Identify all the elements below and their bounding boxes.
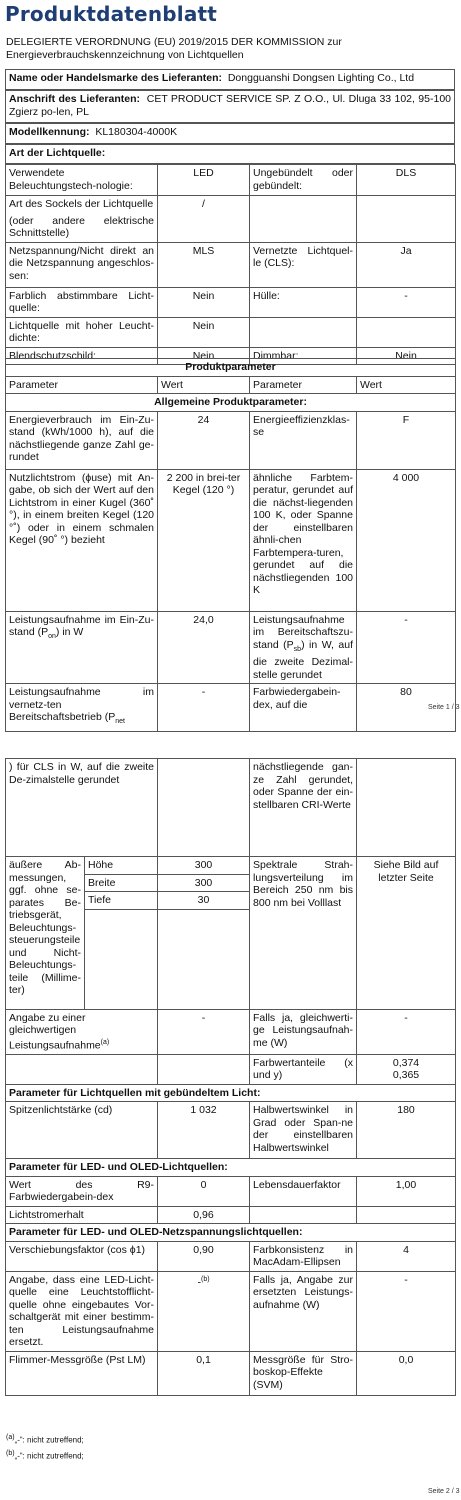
regulation-line-1: DELEGIERTE VERORDNUNG (EU) 2019/2015 DER KOMMISSION zur [6, 36, 342, 48]
colour-temperature-label: ähnliche Farbtem-peratur, gerundet auf die nächst-liegenden 100 K, oder Spanne der einstellbaren ähnli-chen Farbtempera-turen, gerundet auf die nächstliegenden 100 K [250, 469, 357, 611]
colour-consistency-label: Farbkonsistenz in MacAdam-Ellipsen [250, 1241, 357, 1271]
spectral-distribution-value: Siehe Bild auf letzter Seite [357, 857, 456, 1010]
flicker-value: 0,1 [158, 1351, 250, 1395]
on-mode-power-label: Leistungsaufnahme im Ein-Zu-stand $(P_{on})$ in W [6, 611, 158, 684]
table-row [6, 1009, 456, 1054]
table-row [6, 287, 456, 317]
table-row [6, 1351, 456, 1395]
table-row [6, 1159, 456, 1177]
empty-cell [158, 1054, 250, 1084]
lumen-maintenance-value: 0,96 [158, 1206, 250, 1224]
dimmable-value: Nein [357, 347, 456, 365]
colour-consistency-value: 4 [357, 1241, 456, 1271]
tunable-label: Farblich abstimmbare Licht-quelle: [6, 287, 158, 317]
table-row [6, 1271, 456, 1351]
energy-class-label: Energieeffizienzklas-se [250, 411, 357, 469]
directional-label: Ungebündelt oder gebündelt: [250, 165, 357, 196]
light-source-type-table [5, 164, 456, 365]
networked-standby-power-label: Leistungsaufnahme im vernetz-ten Bereitschaftsbetrieb ($P_{net}$ [6, 684, 158, 732]
energy-consumption-label: Energieverbrauch im Ein-Zu-stand (kWh/1000 h), auf die nächstliegende ganze Zahl ge-rundet [6, 411, 158, 469]
supplier-name-label: Name oder Handelsmarke des Lieferanten: [9, 72, 222, 84]
socket-label [6, 196, 158, 243]
page-title: Produktdatenblatt [5, 2, 218, 26]
survival-factor-value: 1,00 [357, 1176, 456, 1206]
table-row [6, 394, 456, 412]
table-row [6, 1224, 456, 1242]
regulation-line-2: Energieverbrauchskennzeichnung von Lichtquellen [6, 49, 244, 61]
chromaticity-y: 0,365 [392, 1069, 420, 1081]
footnote-a: $^{(a)}$„-“: nicht zutreffend; [6, 1434, 84, 1445]
column-header-parameter: Parameter [250, 376, 357, 394]
cri-value: 80 [357, 684, 456, 732]
retrofit-power-value: - [357, 1271, 456, 1351]
table-header-row [6, 376, 456, 394]
dimension-height-label: Höhe [85, 857, 158, 875]
page-number: Seite 1 / 3 [428, 704, 460, 711]
table-row [6, 1241, 456, 1271]
equivalent-power-claim-label: Angabe zu einer gleichwertigen Leistungsaufnahme$^{(a)}$ [6, 1009, 158, 1054]
high-luminance-value: Nein [158, 317, 250, 347]
table-row [6, 469, 456, 611]
equivalent-power-value: - [357, 1009, 456, 1054]
table-row [6, 1102, 456, 1159]
empty-cell [357, 1206, 456, 1224]
retrofit-power-label: Falls ja, Angabe zur ersetzten Leistungs-aufnahme (W) [250, 1271, 357, 1351]
cri-label-continued: nächstliegende gan-ze Zahl gerundet, oder Spanne der ein-stellbaren CRI-Werte [250, 759, 357, 857]
empty-cell [6, 1054, 158, 1084]
standby-power-label: Leistungsaufnahme im Bereitschaftszu-stand $(P_{sb})$ in W, auf die zweite Dezimal-stelle gerundet [250, 611, 357, 684]
table-row [6, 1054, 456, 1084]
peak-intensity-value: 1 032 [158, 1102, 250, 1159]
socket-label-line-1: Art des Sockels der Lichtquelle [9, 198, 154, 210]
page-1 [0, 0, 461, 726]
anti-glare-label: Blendschutzschild: [6, 347, 158, 365]
model-box [5, 123, 455, 144]
dimension-width-value: 300 [158, 874, 250, 892]
supplier-name-box [5, 69, 455, 90]
peak-intensity-label: Spitzenlichtstärke (cd) [6, 1102, 158, 1159]
colour-temperature-value: 4 000 [357, 469, 456, 611]
networked-standby-power-label-continued: ) für CLS in W, auf die zweite De-zimalstelle gerundet [6, 759, 158, 857]
dimmable-label: Dimmbar: [250, 347, 357, 365]
table-row [6, 411, 456, 469]
beam-angle-value: 180 [357, 1102, 456, 1159]
table-row [6, 359, 456, 377]
cls-value: Ja [357, 242, 456, 287]
page-2 [0, 754, 461, 1500]
general-parameters-heading: Allgemeine Produktparameter: [6, 394, 456, 412]
model-label: Modellkennung: [9, 126, 90, 138]
empty-cell [357, 317, 456, 347]
table-row [6, 317, 456, 347]
lumen-maintenance-label: Lichtstromerhalt [6, 1206, 158, 1224]
empty-cell [85, 909, 158, 1009]
socket-value: / [158, 196, 250, 243]
energy-consumption-value: 24 [158, 411, 250, 469]
power-factor-value: 0,90 [158, 1241, 250, 1271]
directional-value: DLS [357, 165, 456, 196]
retrofit-claim-value: -$^{(b)}$ [158, 1271, 250, 1351]
dimension-depth-value: 30 [158, 892, 250, 910]
supplier-address-label: Anschrift des Lieferanten: [9, 93, 141, 105]
table-row [6, 196, 456, 243]
product-parameters-table-continued [5, 758, 456, 1396]
luminous-flux-label: Nutzlichtstrom (ϕuse) mit An-gabe, ob sich der Wert auf den Lichtstrom in einer Kugel (360˚ °), in einem breiten Kegel (120 °˚) oder in einem schmalen Kegel (90˚ °) bezieht [6, 469, 158, 611]
dimension-width-label: Breite [85, 874, 158, 892]
stroboscopic-value: 0,0 [357, 1351, 456, 1395]
envelope-value: - [357, 287, 456, 317]
chromaticity-x: 0,374 [392, 1056, 420, 1069]
table-row [6, 242, 456, 287]
technology-label: Verwendete Beleuchtungstech-nologie: [6, 165, 158, 196]
cls-label: Vernetzte Lichtquel-le (CLS): [250, 242, 357, 287]
table-row [6, 857, 456, 875]
dimension-height-value: 300 [158, 857, 250, 875]
retrofit-claim-label: Angabe, dass eine LED-Licht-quelle eine Leuchtstofflicht-quelle ohne eingebautes Vor-schaltgerät mit einer bestimm-ten Leistungsaufnahme ersetzt. [6, 1271, 158, 1351]
supplier-address-box [5, 90, 455, 123]
column-header-value: Wert [357, 376, 456, 394]
survival-factor-label: Lebensdauerfaktor [250, 1176, 357, 1206]
r9-value: 0 [158, 1176, 250, 1206]
chromaticity-label: Farbwertanteile (x und y) [250, 1054, 357, 1084]
high-luminance-label: Lichtquelle mit hoher Leucht-dichte: [6, 317, 158, 347]
regulation-reference [6, 36, 456, 62]
page-number: Seite 2 / 3 [428, 1488, 460, 1495]
chromaticity-value [357, 1054, 456, 1084]
led-heading: Parameter für LED- und OLED-Lichtquellen: [6, 1159, 456, 1177]
empty-cell [250, 196, 357, 243]
equivalent-power-label: Falls ja, gleichwerti-ge Leistungsaufnah-me (W) [250, 1009, 357, 1054]
r9-label: Wert des R9-Farbwiedergabein-dex [6, 1176, 158, 1206]
table-row [6, 684, 456, 732]
column-header-parameter: Parameter [6, 376, 158, 394]
table-row [6, 1206, 456, 1224]
luminous-flux-value: 2 200 in brei-ter Kegel (120 °) [158, 469, 250, 611]
beam-angle-label: Halbwertswinkel in Grad oder Span-ne der einstellbaren Halbwertswinkel [250, 1102, 357, 1159]
standby-power-value: - [357, 611, 456, 684]
anti-glare-value: Nein [158, 347, 250, 365]
socket-label-line-2: (oder andere elektrische Schnittstelle) [9, 214, 154, 239]
supplier-address-value: CET PRODUCT SERVICE SP. Z O.O., Ul. Dluga 33 102, 95-100 Zgierz po-len, PL [9, 93, 451, 118]
product-parameters-heading: Produktparameter [6, 359, 456, 377]
tunable-value: Nein [158, 287, 250, 317]
networked-standby-power-value: - [158, 684, 250, 732]
energy-class-value: F [357, 411, 456, 469]
flicker-label: Flimmer-Messgröße (Pst LM) [6, 1351, 158, 1395]
table-row [6, 611, 456, 684]
supplier-name-value: Dongguanshi Dongsen Lighting Co., Ltd [227, 72, 415, 84]
light-source-type-heading: Art der Lichtquelle: [5, 144, 455, 164]
mains-label: Netzspannung/Nicht direkt an die Netzspannung angeschlos-sen: [6, 242, 158, 287]
empty-cell [158, 759, 250, 857]
product-parameters-table [5, 358, 456, 732]
cri-label: Farbwiedergabein-dex, auf die [250, 684, 357, 732]
on-mode-power-value: 24,0 [158, 611, 250, 684]
technology-value: LED [158, 165, 250, 196]
spectral-distribution-label: Spektrale Strah-lungsverteilung im Bereich 250 nm bis 800 nm bei Volllast [250, 857, 357, 1010]
directional-heading: Parameter für Lichtquellen mit gebündeltem Licht: [6, 1084, 456, 1102]
empty-cell [250, 317, 357, 347]
dimensions-label: äußere Ab-messungen, ggf. ohne se-parates Be-triebsgerät, Beleuchtungs-steuerungsteile und Nicht-Beleuchtungs-teile (Millime-ter) [6, 857, 85, 1010]
empty-cell [158, 909, 250, 1009]
empty-cell [357, 759, 456, 857]
mains-value: MLS [158, 242, 250, 287]
table-row [6, 759, 456, 857]
table-row [6, 165, 456, 196]
model-value: KL180304-4000K [95, 126, 178, 138]
footnote-b: $^{(b)}$„-“: nicht zutreffend; [6, 1450, 84, 1461]
equivalent-power-claim-value: - [158, 1009, 250, 1054]
dimension-depth-label: Tiefe [85, 892, 158, 910]
table-row [6, 1084, 456, 1102]
column-header-value: Wert [158, 376, 250, 394]
envelope-label: Hülle: [250, 287, 357, 317]
empty-cell [250, 1206, 357, 1224]
power-factor-label: Verschiebungsfaktor (cos ϕ1) [6, 1241, 158, 1271]
table-row [6, 1176, 456, 1206]
led-mains-heading: Parameter für LED- und OLED-Netzspannungslichtquellen: [6, 1224, 456, 1242]
stroboscopic-label: Messgröße für Stro-boskop-Effekte (SVM) [250, 1351, 357, 1395]
empty-cell [357, 196, 456, 243]
